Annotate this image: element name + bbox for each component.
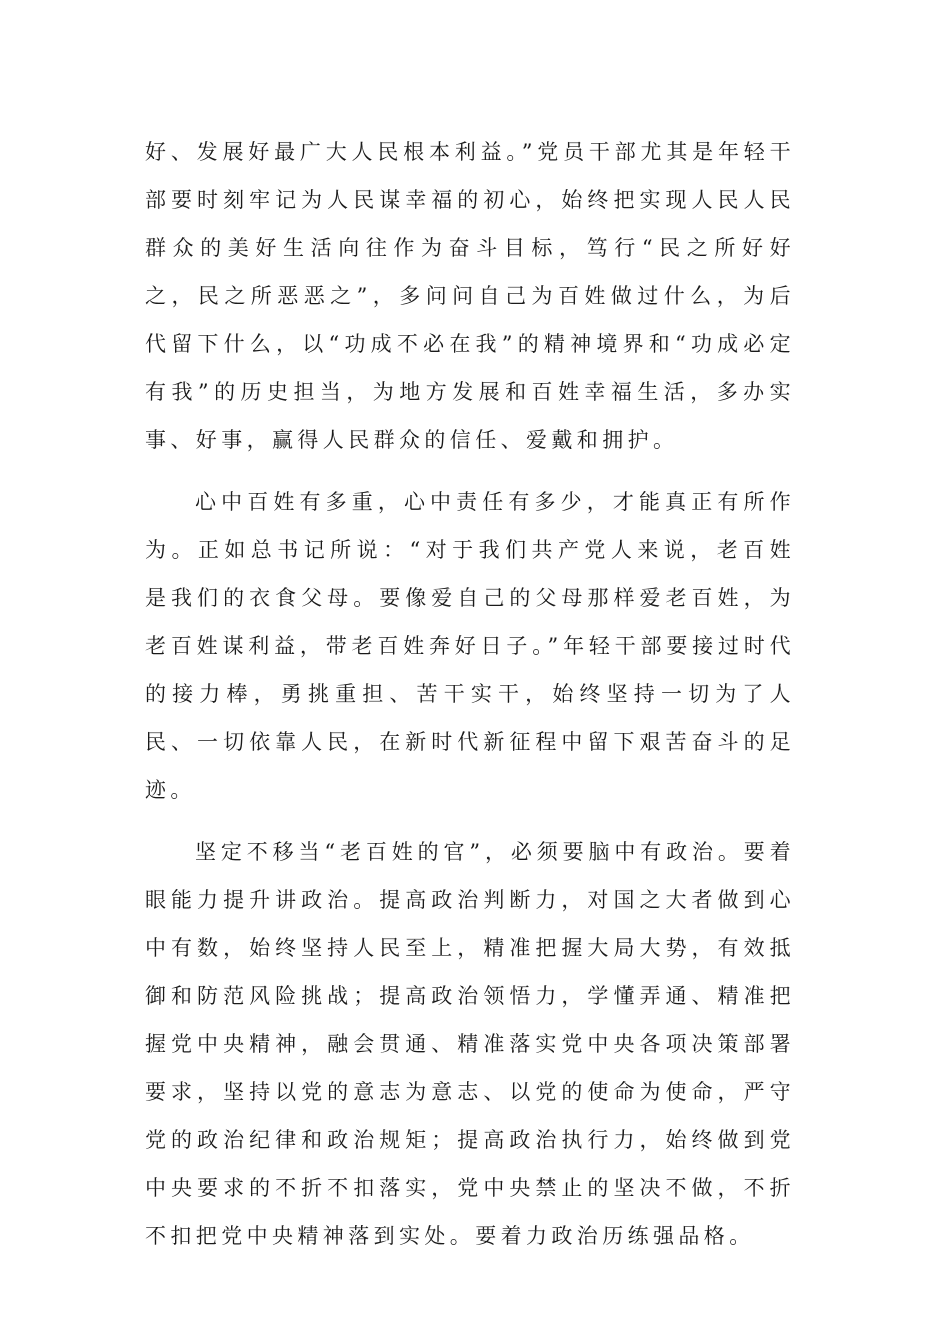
paragraph-3: 坚定不移当“老百姓的官”，必须要脑中有政治。要着眼能力提升讲政治。提高政治判断力，对国之大者做到心中有数，始终坚持人民至上，精准把握大局大势，有效抵御和防范风险挑战；提高政治领悟力，学懂弄通、精准把握党中央精神，融会贯通、精准落实党中央各项决策部署要求，坚持以党的意志为意志、以党的使命为使命，严守党的政治纪律和政治规矩；提高政治执行力，始终做到党中央要求的不折不扣落实，党中央禁止的坚决不做，不折不扣把党中央精神落到实处。要着力政治历练强品格。 — [145, 840, 795, 1248]
paragraph-1: 好、发展好最广大人民根本利益。”党员干部尤其是年轻干部要时刻牢记为人民谋幸福的初心，始终把实现人民人民群众的美好生活向往作为奋斗目标，笃行“民之所好好之，民之所恶恶之”，多问问自己为百姓做过什么，为后代留下什么，以“功成不必在我”的精神境界和“功成必定有我”的历史担当，为地方发展和百姓幸福生活，多办实事、好事，赢得人民群众的信任、爱戴和拥护。 — [145, 140, 795, 452]
paragraph-2: 心中百姓有多重，心中责任有多少，才能真正有所作为。正如总书记所说：“对于我们共产党人来说，老百姓是我们的衣食父母。要像爱自己的父母那样爱老百姓，为老百姓谋利益，带老百姓奔好日子。”年轻干部要接过时代的接力棒，勇挑重担、苦干实干，始终坚持一切为了人民、一切依靠人民，在新时代新征程中留下艰苦奋斗的足迹。 — [145, 490, 795, 802]
document-body — [145, 128, 795, 1274]
